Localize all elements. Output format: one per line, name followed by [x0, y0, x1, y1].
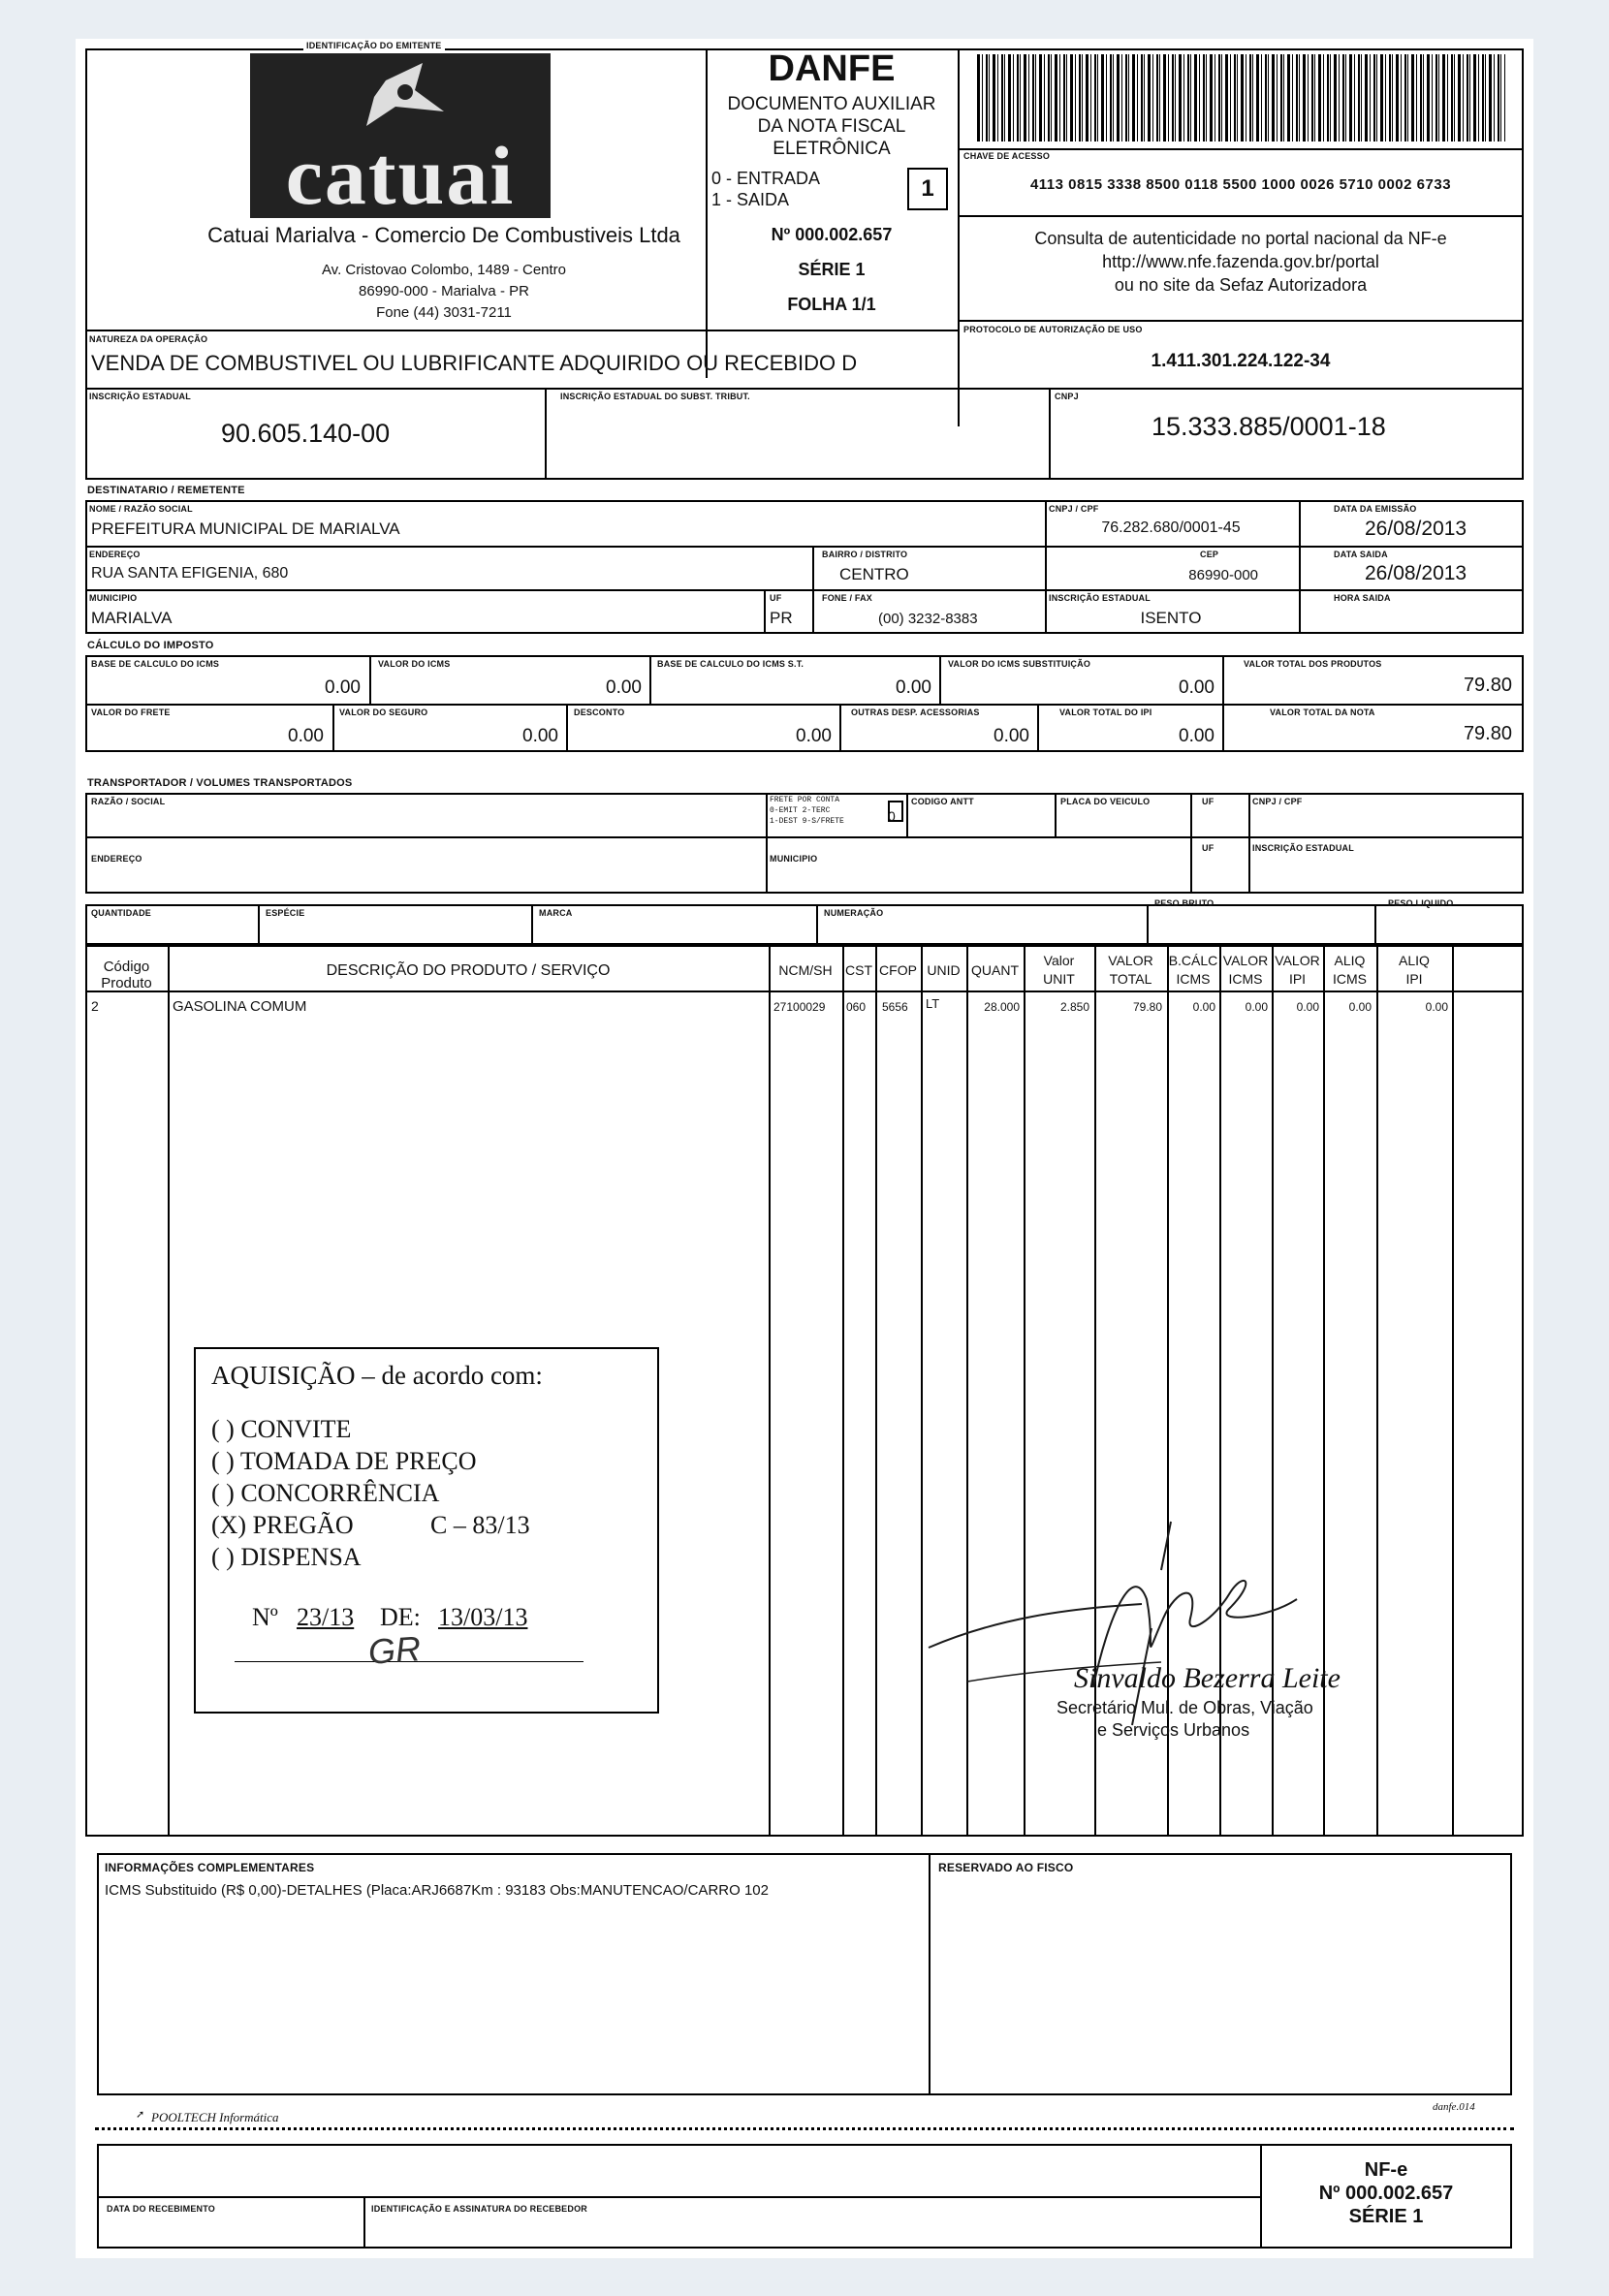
- dest-cep-label: CEP: [1200, 550, 1219, 559]
- marca-label: MARCA: [539, 908, 573, 918]
- canhoto-numero: Nº 000.002.657: [1318, 2183, 1454, 2204]
- desconto: 0.00: [796, 726, 832, 746]
- software-name: POOLTECH Informática: [151, 2110, 279, 2124]
- stamp-opt-tomada: ( ) TOMADA DE PREÇO: [211, 1447, 477, 1475]
- row-bcicms: 0.00: [1192, 1000, 1215, 1014]
- dest-municipio: MARIALVA: [91, 609, 173, 627]
- col-vunit-1: Valor: [1043, 953, 1075, 968]
- dest-saida-label: DATA SAIDA: [1334, 550, 1388, 559]
- row-quant: 28.000: [984, 1000, 1020, 1014]
- danfe-numero: Nº 000.002.657: [771, 225, 893, 244]
- col-ncm: NCM/SH: [778, 962, 833, 978]
- signature-role-1: Secretário Mul. de Obras, Viação: [1057, 1698, 1313, 1717]
- transp-uf-label: UF: [1202, 797, 1215, 806]
- barcode: [977, 54, 1505, 142]
- col-vunit-2: UNIT: [1043, 971, 1075, 987]
- natureza-label: NATUREZA DA OPERAÇÃO: [89, 334, 208, 344]
- outras: 0.00: [994, 726, 1029, 746]
- col-codigo-2: Produto: [101, 975, 152, 991]
- col-codigo-1: Código: [103, 959, 150, 975]
- col-unid: UNID: [927, 962, 961, 978]
- canhoto-ident-label: IDENTIFICAÇÃO E ASSINATURA DO RECEBEDOR: [371, 2204, 587, 2214]
- transp-municipio-label: MUNICIPIO: [770, 854, 818, 864]
- iest-label: INSCRIÇÃO ESTADUAL DO SUBST. TRIBUT.: [560, 392, 750, 401]
- dest-emissao: 26/08/2013: [1365, 518, 1467, 540]
- signature-scribble-icon: [909, 1502, 1316, 1793]
- row-vipi: 0.00: [1296, 1000, 1319, 1014]
- row-vtotal: 79.80: [1132, 1000, 1162, 1014]
- dest-ie-label: INSCRIÇÃO ESTADUAL: [1049, 593, 1151, 603]
- antt-label: CODIGO ANTT: [911, 797, 974, 806]
- col-aicms-1: ALIQ: [1334, 953, 1366, 968]
- dest-saida: 26/08/2013: [1365, 562, 1467, 584]
- seguro-label: VALOR DO SEGURO: [339, 708, 428, 717]
- bc-st-label: BASE DE CALCULO DO ICMS S.T.: [657, 659, 804, 669]
- imposto-section-label: CÁLCULO DO IMPOSTO: [87, 640, 214, 651]
- col-vtotal-2: TOTAL: [1109, 971, 1152, 987]
- dest-cep: 86990-000: [1188, 567, 1258, 583]
- ipi-label: VALOR TOTAL DO IPI: [1059, 708, 1152, 717]
- col-cst: CST: [845, 962, 872, 978]
- aquisicao-stamp: [194, 1347, 659, 1714]
- col-aicms-2: ICMS: [1333, 971, 1367, 987]
- consulta-line-1: Consulta de autenticidade no portal nacional da NF-e: [1034, 229, 1447, 248]
- transp-endereco-label: ENDEREÇO: [91, 854, 142, 864]
- dest-endereco-label: ENDEREÇO: [89, 550, 141, 559]
- dest-nome-label: NOME / RAZÃO SOCIAL: [89, 504, 193, 514]
- signature-name: Sinvaldo Bezerra Leite: [1074, 1662, 1341, 1694]
- col-bcicms-2: ICMS: [1176, 971, 1211, 987]
- dest-fone: (00) 3232-8383: [878, 611, 978, 627]
- protocolo-value: 1.411.301.224.122-34: [1151, 351, 1331, 371]
- stamp-data: 13/03/13: [438, 1603, 528, 1631]
- qtd-label: QUANTIDADE: [91, 908, 151, 918]
- tipo-box: 1: [907, 168, 948, 210]
- canhoto-serie: SÉRIE 1: [1348, 2206, 1424, 2227]
- danfe-document: [76, 39, 1533, 2258]
- dest-uf: PR: [770, 609, 793, 627]
- canhoto-nfe: NF-e: [1364, 2159, 1408, 2181]
- bc-icms: 0.00: [325, 677, 361, 698]
- dest-endereco: RUA SANTA EFIGENIA, 680: [91, 565, 289, 582]
- frete-value: 0: [888, 808, 896, 824]
- dest-hora-label: HORA SAIDA: [1334, 593, 1391, 603]
- emitente-label: IDENTIFICAÇÃO DO EMITENTE: [303, 41, 445, 50]
- col-quant: QUANT: [971, 962, 1019, 978]
- stamp-pregao-ref: C – 83/13: [430, 1511, 530, 1539]
- bc-st: 0.00: [896, 677, 931, 698]
- ie-value: 90.605.140-00: [221, 419, 391, 448]
- desconto-label: DESCONTO: [574, 708, 625, 717]
- row-aipi: 0.00: [1425, 1000, 1448, 1014]
- info-text: ICMS Substituido (R$ 0,00)-DETALHES (Placa:ARJ6687Km : 93183 Obs:MANUTENCAO/CARRO 102: [105, 1882, 769, 1899]
- logo-text: catuai: [285, 129, 516, 222]
- danfe-serie: SÉRIE 1: [798, 260, 866, 279]
- col-vipi-2: IPI: [1288, 971, 1307, 987]
- dest-uf-label: UF: [770, 593, 782, 603]
- protocolo-label: PROTOCOLO DE AUTORIZAÇÃO DE USO: [963, 325, 1143, 334]
- stamp-opt-convite: ( ) CONVITE: [211, 1415, 352, 1443]
- stamp-rubrica: GR: [366, 1628, 423, 1672]
- ipi: 0.00: [1179, 726, 1215, 746]
- danfe-title: DANFE: [768, 48, 896, 89]
- chave-value: 4113 0815 3338 8500 0118 5500 1000 0026 5710 0002 6733: [1029, 176, 1452, 193]
- peso-bruto-label: PESO BRUTO: [1154, 898, 1215, 908]
- frete-line-1: FRETE POR CONTA: [770, 796, 840, 804]
- row-unid: LT: [926, 996, 940, 1011]
- frete-label: VALOR DO FRETE: [91, 708, 171, 717]
- destinatario-section-label: DESTINATARIO / REMETENTE: [87, 485, 245, 496]
- v-prod-label: VALOR TOTAL DOS PRODUTOS: [1244, 659, 1382, 669]
- info-label: INFORMAÇÕES COMPLEMENTARES: [105, 1861, 315, 1874]
- col-aipi-2: IPI: [1405, 971, 1423, 987]
- stamp-data-label: DE:: [380, 1603, 421, 1631]
- outras-label: OUTRAS DESP. ACESSORIAS: [851, 708, 980, 717]
- stamp-opt-concorrencia: ( ) CONCORRÊNCIA: [211, 1479, 440, 1507]
- v-icms: 0.00: [606, 677, 642, 698]
- row-descricao: GASOLINA COMUM: [173, 998, 307, 1015]
- cnpj-emitente-label: CNPJ: [1055, 392, 1079, 401]
- dest-cnpj: 76.282.680/0001-45: [1101, 519, 1241, 536]
- transp-ie-label: INSCRIÇÃO ESTADUAL: [1252, 843, 1354, 853]
- danfe-folha: FOLHA 1/1: [787, 295, 876, 314]
- form-code: danfe.014: [1433, 2101, 1475, 2113]
- stamp-numero: 23/13: [297, 1603, 355, 1631]
- frete: 0.00: [288, 726, 324, 746]
- row-cfop: 5656: [882, 1000, 908, 1014]
- frete-line-3: 1-DEST 9-S/FRETE: [770, 817, 844, 826]
- dest-bairro: CENTRO: [839, 565, 909, 583]
- row-vunit: 2.850: [1059, 1000, 1089, 1014]
- dest-fone-label: FONE / FAX: [822, 593, 873, 603]
- stamp-opt-dispensa: ( ) DISPENSA: [211, 1543, 362, 1571]
- v-st: 0.00: [1179, 677, 1215, 698]
- dest-emissao-label: DATA DA EMISSÃO: [1334, 504, 1417, 514]
- stamp-numero-label: Nº: [252, 1603, 278, 1631]
- transp-cnpj-label: CNPJ / CPF: [1252, 797, 1303, 806]
- col-descricao: DESCRIÇÃO DO PRODUTO / SERVIÇO: [326, 962, 611, 979]
- col-vicms-2: ICMS: [1228, 971, 1263, 987]
- v-icms-label: VALOR DO ICMS: [378, 659, 451, 669]
- canhoto-data-label: DATA DO RECEBIMENTO: [107, 2204, 215, 2214]
- col-vipi-1: VALOR: [1275, 953, 1320, 968]
- numeracao-label: NUMERAÇÃO: [824, 908, 884, 918]
- emitente-name: Catuai Marialva - Comercio De Combustiveis Ltda: [207, 223, 680, 247]
- dest-cnpj-label: CNPJ / CPF: [1049, 504, 1099, 514]
- row-vicms: 0.00: [1245, 1000, 1268, 1014]
- peso-liquido-label: PESO LIQUIDO: [1388, 898, 1454, 908]
- entrada-option: 0 - ENTRADA: [711, 169, 821, 188]
- dest-municipio-label: MUNICIPIO: [89, 593, 138, 603]
- cut-line: [95, 2127, 1514, 2130]
- row-codigo: 2: [91, 998, 99, 1014]
- danfe-subtitle-3: ELETRÔNICA: [773, 139, 891, 159]
- consulta-line-3: ou no site da Sefaz Autorizadora: [1114, 275, 1368, 295]
- col-bcicms-1: B.CÁLC: [1168, 953, 1218, 968]
- v-prod: 79.80: [1463, 675, 1512, 696]
- chave-label: CHAVE DE ACESSO: [963, 151, 1051, 161]
- col-aipi-1: ALIQ: [1399, 953, 1430, 968]
- v-nota-label: VALOR TOTAL DA NOTA: [1270, 708, 1375, 717]
- danfe-subtitle-2: DA NOTA FISCAL: [757, 116, 906, 137]
- v-st-label: VALOR DO ICMS SUBSTITUIÇÃO: [948, 659, 1091, 669]
- dest-ie: ISENTO: [1140, 609, 1202, 627]
- cnpj-emitente-value: 15.333.885/0001-18: [1152, 412, 1386, 441]
- col-vicms-1: VALOR: [1222, 953, 1269, 968]
- catuai-logo: [250, 53, 551, 222]
- signature-role-2: e Serviços Urbanos: [1097, 1720, 1250, 1740]
- emitente-address: Av. Cristovao Colombo, 1489 - Centro: [321, 262, 567, 278]
- col-cfop: CFOP: [879, 962, 917, 978]
- row-ncm: 27100029: [773, 1000, 826, 1014]
- row-aicms: 0.00: [1348, 1000, 1372, 1014]
- especie-label: ESPÉCIE: [266, 908, 305, 918]
- danfe-subtitle-1: DOCUMENTO AUXILIAR: [727, 94, 936, 114]
- emitente-phone: Fone (44) 3031-7211: [376, 304, 512, 321]
- dest-nome: PREFEITURA MUNICIPAL DE MARIALVA: [91, 519, 400, 538]
- dest-bairro-label: BAIRRO / DISTRITO: [822, 550, 908, 559]
- col-vtotal-1: VALOR: [1108, 953, 1153, 968]
- signature-area: [909, 1502, 1341, 1793]
- seguro: 0.00: [522, 726, 558, 746]
- natureza-value: VENDA DE COMBUSTIVEL OU LUBRIFICANTE ADQUIRIDO OU RECEBIDO D: [91, 351, 858, 375]
- stamp-title: AQUISIÇÃO – de acordo com:: [211, 1361, 543, 1390]
- fisco-label: RESERVADO AO FISCO: [938, 1861, 1074, 1874]
- transp-razao-label: RAZÃO / SOCIAL: [91, 797, 166, 806]
- row-cst: 060: [846, 1000, 867, 1014]
- software-arrow-icon: ➚: [136, 2109, 145, 2121]
- consulta-line-2: http://www.nfe.fazenda.gov.br/portal: [1102, 252, 1379, 271]
- transp-section-label: TRANSPORTADOR / VOLUMES TRANSPORTADOS: [87, 777, 353, 789]
- transp-uf2-label: UF: [1202, 843, 1215, 853]
- ie-label: INSCRIÇÃO ESTADUAL: [89, 392, 191, 401]
- frete-line-2: 0-EMIT 2-TERC: [770, 806, 831, 815]
- placa-label: PLACA DO VEICULO: [1060, 797, 1151, 806]
- v-nota: 79.80: [1463, 723, 1512, 744]
- emitente-city: 86990-000 - Marialva - PR: [359, 283, 529, 299]
- bc-icms-label: BASE DE CALCULO DO ICMS: [91, 659, 220, 669]
- saida-option: 1 - SAIDA: [711, 190, 790, 209]
- stamp-opt-pregao: (X) PREGÃO: [211, 1511, 354, 1539]
